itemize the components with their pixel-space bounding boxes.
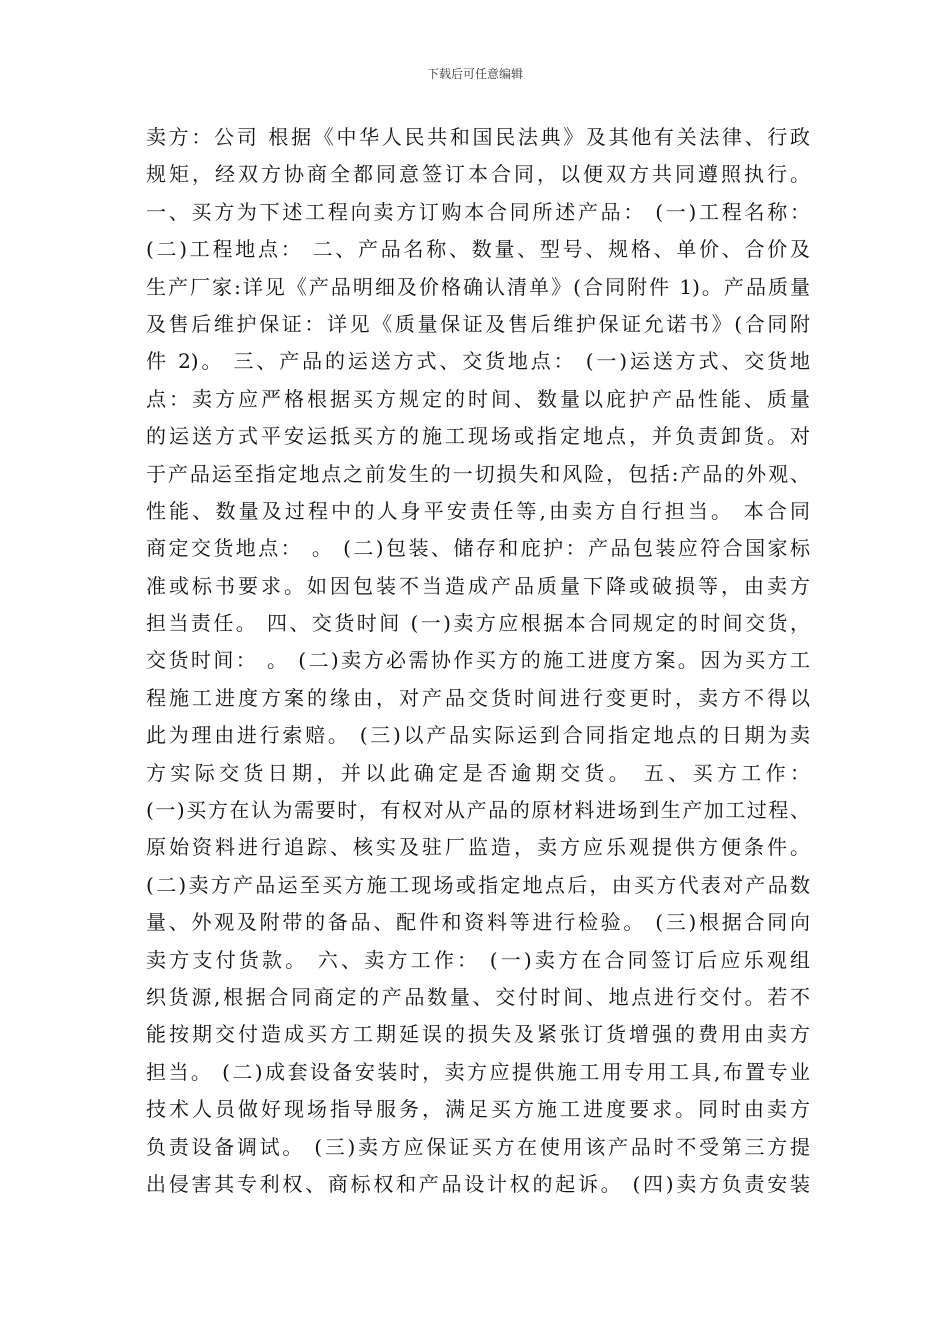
body-line: 担当。 (二)成套设备安装时，卖方应提供施工用专用工具,布置专业 — [146, 1059, 810, 1084]
body-line: (二)卖方产品运至买方施工现场或指定地点后，由买方代表对产品数 — [146, 872, 810, 897]
body-line: (一)买方在认为需要时，有权对从产品的原材料进场到生产加工过程、 — [146, 798, 810, 823]
body-line: 原始资料进行追踪、核实及驻厂监造，卖方应乐观提供方便条件。 — [146, 835, 810, 860]
body-line: 担当责任。 四、交货时间 (一)卖方应根据本合同规定的时间交货， — [146, 611, 810, 636]
body-line: 出侵害其专利权、商标权和产品设计权的起诉。 (四)卖方负责安装 — [146, 1171, 810, 1196]
page-header: 下载后可任意编辑 — [426, 67, 523, 81]
body-line: 方实际交货日期，并以此确定是否逾期交货。 五、买方工作： — [146, 760, 810, 785]
body-line: 一、买方为下述工程向卖方订购本合同所述产品： (一)工程名称： — [146, 199, 810, 224]
body-line: 生产厂家:详见《产品明细及价格确认清单》(合同附件 1)。产品质量 — [146, 274, 810, 299]
body-line: 点：卖方应严格根据买方规定的时间、数量以庇护产品性能、质量 — [146, 386, 810, 411]
body-line: 量、外观及附带的备品、配件和资料等进行检验。 (三)根据合同向 — [146, 910, 810, 935]
body-line: 卖方支付货款。 六、卖方工作： (一)卖方在合同签订后应乐观组 — [146, 947, 810, 972]
body-line: 规矩，经双方协商全都同意签订本合同，以便双方共同遵照执行。 — [146, 162, 810, 187]
body-line: 织货源,根据合同商定的产品数量、交付时间、地点进行交付。若不 — [146, 984, 810, 1009]
body-line: 程施工进度方案的缘由，对产品交货时间进行变更时，卖方不得以 — [146, 685, 810, 710]
body-line: 此为理由进行索赔。 (三)以产品实际运到合同指定地点的日期为卖 — [146, 723, 810, 748]
body-line: 商定交货地点： 。 (二)包装、储存和庇护：产品包装应符合国家标 — [146, 536, 810, 561]
body-line: 交货时间： 。 (二)卖方必需协作买方的施工进度方案。因为买方工 — [146, 648, 810, 673]
body-line: 负责设备调试。 (三)卖方应保证买方在使用该产品时不受第三方提 — [146, 1134, 810, 1159]
contract-body — [146, 119, 810, 1203]
body-line: 准或标书要求。如因包装不当造成产品质量下降或破损等，由卖方 — [146, 573, 810, 598]
body-line: 能按期交付造成买方工期延误的损失及紧张订货增强的费用由卖方 — [146, 1022, 810, 1047]
body-line: 于产品运至指定地点之前发生的一切损失和风险，包括:产品的外观、 — [146, 461, 810, 486]
body-line: 性能、数量及过程中的人身平安责任等,由卖方自行担当。 本合同 — [146, 498, 810, 523]
body-line: 技术人员做好现场指导服务，满足买方施工进度要求。同时由卖方 — [146, 1097, 810, 1122]
body-line: 件 2)。 三、产品的运送方式、交货地点： (一)运送方式、交货地 — [146, 349, 810, 374]
body-line: 及售后维护保证：详见《质量保证及售后维护保证允诺书》(合同附 — [146, 311, 810, 336]
body-line: (二)工程地点： 二、产品名称、数量、型号、规格、单价、合价及 — [146, 237, 810, 262]
body-line: 卖方：公司 根据《中华人民共和国民法典》及其他有关法律、行政 — [146, 125, 810, 149]
body-line: 的运送方式平安运抵买方的施工现场或指定地点，并负责卸货。对 — [146, 424, 810, 449]
